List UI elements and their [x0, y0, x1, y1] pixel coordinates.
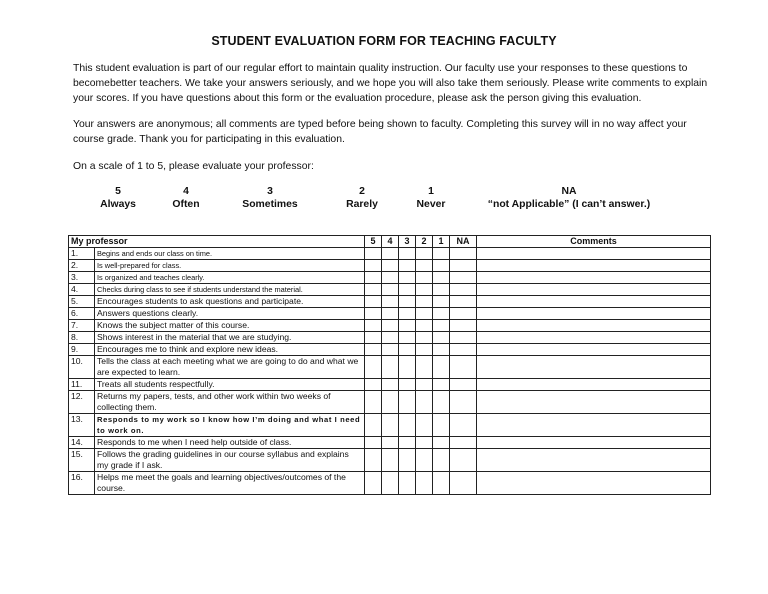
score-cell-na[interactable]: [450, 320, 477, 332]
header-my-professor: My professor: [69, 236, 365, 248]
item-number: 6.: [69, 308, 95, 320]
scale-item-1: [417, 185, 446, 211]
score-cell-na[interactable]: [450, 472, 477, 495]
scale-value: 4: [183, 186, 189, 197]
score-cell-5[interactable]: [365, 391, 382, 414]
score-cell-na[interactable]: [450, 332, 477, 344]
score-cell-1[interactable]: [433, 320, 450, 332]
item-statement: Is organized and teaches clearly.: [95, 272, 365, 284]
item-number: 4.: [69, 284, 95, 296]
item-statement: Begins and ends our class on time.: [95, 248, 365, 260]
score-cell-na[interactable]: [450, 437, 477, 449]
header-score-4: 4: [382, 236, 399, 248]
score-cell-2[interactable]: [416, 296, 433, 308]
score-cell-5[interactable]: [365, 449, 382, 472]
score-cell-5[interactable]: [365, 472, 382, 495]
item-number: 3.: [69, 272, 95, 284]
score-cell-5[interactable]: [365, 284, 382, 296]
score-cell-3[interactable]: [399, 320, 416, 332]
score-cell-4[interactable]: [382, 272, 399, 284]
score-cell-1[interactable]: [433, 356, 450, 379]
score-cell-5[interactable]: [365, 344, 382, 356]
score-cell-3[interactable]: [399, 437, 416, 449]
scale-label: Often: [172, 199, 200, 210]
score-cell-2[interactable]: [416, 272, 433, 284]
scale-label: Rarely: [346, 199, 378, 210]
score-cell-5[interactable]: [365, 308, 382, 320]
item-statement: Answers questions clearly.: [95, 308, 365, 320]
table-row: [69, 472, 711, 495]
item-statement: Encourages me to think and explore new ideas.: [95, 344, 365, 356]
header-score-na: NA: [450, 236, 477, 248]
score-cell-5[interactable]: [365, 248, 382, 260]
score-cell-4[interactable]: [382, 449, 399, 472]
comment-cell[interactable]: [477, 449, 711, 472]
form-title: STUDENT EVALUATION FORM FOR TEACHING FACULTY: [211, 34, 557, 48]
item-number: 9.: [69, 344, 95, 356]
scale-item-na: [488, 185, 650, 211]
score-cell-4[interactable]: [382, 320, 399, 332]
score-cell-na[interactable]: [450, 308, 477, 320]
table-row: [69, 437, 711, 449]
table-row: [69, 344, 711, 356]
score-cell-3[interactable]: [399, 472, 416, 495]
score-cell-5[interactable]: [365, 320, 382, 332]
score-cell-5[interactable]: [365, 379, 382, 391]
scale-value: 3: [267, 186, 273, 197]
table-row: [69, 414, 711, 437]
score-cell-2[interactable]: [416, 449, 433, 472]
item-number: 5.: [69, 296, 95, 308]
score-cell-3[interactable]: [399, 449, 416, 472]
score-cell-1[interactable]: [433, 379, 450, 391]
score-cell-4[interactable]: [382, 308, 399, 320]
table-row: [69, 272, 711, 284]
score-cell-2[interactable]: [416, 437, 433, 449]
scale-label: Sometimes: [242, 199, 298, 210]
scale-item-3: [242, 185, 297, 211]
item-statement: Returns my papers, tests, and other work within two weeks of collecting them.: [95, 391, 365, 414]
score-cell-1[interactable]: [433, 344, 450, 356]
table-header-row: [69, 236, 711, 248]
item-statement: Responds to me when I need help outside of class.: [95, 437, 365, 449]
item-number: 1.: [69, 248, 95, 260]
score-cell-na[interactable]: [450, 391, 477, 414]
table-row: [69, 391, 711, 414]
item-statement: Shows interest in the material that we are studying.: [95, 332, 365, 344]
table-row: [69, 449, 711, 472]
table-row: [69, 284, 711, 296]
item-statement: Tells the class at each meeting what we are going to do and what we are expected to learn.: [95, 356, 365, 379]
score-cell-2[interactable]: [416, 379, 433, 391]
scale-item-4: [172, 185, 199, 211]
score-cell-2[interactable]: [416, 320, 433, 332]
comment-cell[interactable]: [477, 356, 711, 379]
score-cell-3[interactable]: [399, 248, 416, 260]
item-number: 11.: [69, 379, 95, 391]
score-cell-1[interactable]: [433, 308, 450, 320]
header-comments: Comments: [477, 236, 711, 248]
table-row: [69, 296, 711, 308]
scale-item-2: [346, 185, 378, 211]
comment-cell[interactable]: [477, 260, 711, 272]
comment-cell[interactable]: [477, 308, 711, 320]
score-cell-4[interactable]: [382, 344, 399, 356]
comment-cell[interactable]: [477, 332, 711, 344]
item-statement: Knows the subject matter of this course.: [95, 320, 365, 332]
score-cell-2[interactable]: [416, 308, 433, 320]
item-statement: Is well-prepared for class.: [95, 260, 365, 272]
item-number: 12.: [69, 391, 95, 414]
item-statement: Checks during class to see if students understand the material.: [95, 284, 365, 296]
items-body: [69, 248, 711, 495]
comment-cell[interactable]: [477, 414, 711, 437]
score-cell-1[interactable]: [433, 296, 450, 308]
score-cell-3[interactable]: [399, 332, 416, 344]
comment-cell[interactable]: [477, 320, 711, 332]
score-cell-2[interactable]: [416, 332, 433, 344]
comment-cell[interactable]: [477, 344, 711, 356]
item-statement: Helps me meet the goals and learning objectives/outcomes of the course.: [95, 472, 365, 495]
score-cell-5[interactable]: [365, 332, 382, 344]
header-score-2: 2: [416, 236, 433, 248]
score-cell-2[interactable]: [416, 356, 433, 379]
header-score-5: 5: [365, 236, 382, 248]
score-cell-1[interactable]: [433, 437, 450, 449]
anonymity-paragraph: Your answers are anonymous; all comments are typed before being shown to faculty. Completing this survey will in no way affect your course grade. Thank you for participating in this evaluation.: [73, 119, 687, 145]
score-cell-na[interactable]: [450, 248, 477, 260]
score-cell-4[interactable]: [382, 332, 399, 344]
scale-label: Never: [416, 199, 446, 210]
comment-cell[interactable]: [477, 472, 711, 495]
table-row: [69, 248, 711, 260]
scale-value: 5: [115, 186, 121, 197]
score-cell-3[interactable]: [399, 414, 416, 437]
item-number: 8.: [69, 332, 95, 344]
table-row: [69, 320, 711, 332]
score-cell-3[interactable]: [399, 284, 416, 296]
item-statement: Follows the grading guidelines in our course syllabus and explains my grade if I ask.: [95, 449, 365, 472]
comment-cell[interactable]: [477, 284, 711, 296]
score-cell-5[interactable]: [365, 296, 382, 308]
score-cell-na[interactable]: [450, 379, 477, 391]
score-cell-3[interactable]: [399, 296, 416, 308]
item-number: 2.: [69, 260, 95, 272]
score-cell-3[interactable]: [399, 379, 416, 391]
score-cell-na[interactable]: [450, 449, 477, 472]
score-cell-1[interactable]: [433, 284, 450, 296]
score-cell-4[interactable]: [382, 284, 399, 296]
table-row: [69, 379, 711, 391]
score-cell-5[interactable]: [365, 272, 382, 284]
score-cell-3[interactable]: [399, 308, 416, 320]
score-cell-2[interactable]: [416, 391, 433, 414]
score-cell-5[interactable]: [365, 437, 382, 449]
scale-label: Always: [100, 199, 136, 210]
scale-value: 2: [359, 186, 365, 197]
score-cell-4[interactable]: [382, 437, 399, 449]
score-cell-1[interactable]: [433, 449, 450, 472]
score-cell-4[interactable]: [382, 356, 399, 379]
comment-cell[interactable]: [477, 391, 711, 414]
score-cell-2[interactable]: [416, 472, 433, 495]
score-cell-1[interactable]: [433, 332, 450, 344]
table-row: [69, 356, 711, 379]
score-cell-3[interactable]: [399, 260, 416, 272]
score-cell-na[interactable]: [450, 344, 477, 356]
item-number: 15.: [69, 449, 95, 472]
item-number: 13.: [69, 414, 95, 437]
comment-cell[interactable]: [477, 437, 711, 449]
score-cell-na[interactable]: [450, 296, 477, 308]
score-cell-1[interactable]: [433, 472, 450, 495]
score-cell-5[interactable]: [365, 414, 382, 437]
score-cell-4[interactable]: [382, 414, 399, 437]
comment-cell[interactable]: [477, 248, 711, 260]
score-cell-4[interactable]: [382, 379, 399, 391]
evaluation-table: [68, 235, 711, 495]
score-cell-2[interactable]: [416, 414, 433, 437]
score-cell-3[interactable]: [399, 391, 416, 414]
score-cell-1[interactable]: [433, 414, 450, 437]
item-statement: Encourages students to ask questions and participate.: [95, 296, 365, 308]
table-row: [69, 308, 711, 320]
score-cell-3[interactable]: [399, 272, 416, 284]
scale-prompt: On a scale of 1 to 5, please evaluate your professor:: [73, 161, 314, 172]
header-score-3: 3: [399, 236, 416, 248]
score-cell-1[interactable]: [433, 391, 450, 414]
comment-cell[interactable]: [477, 272, 711, 284]
score-cell-4[interactable]: [382, 248, 399, 260]
score-cell-5[interactable]: [365, 260, 382, 272]
scale-value: 1: [428, 186, 434, 197]
item-statement: Responds to my work so I know how I’m doing and what I need to work on.: [95, 414, 365, 437]
score-cell-na[interactable]: [450, 414, 477, 437]
score-cell-5[interactable]: [365, 356, 382, 379]
score-cell-na[interactable]: [450, 284, 477, 296]
comment-cell[interactable]: [477, 379, 711, 391]
table-row: [69, 260, 711, 272]
scale-value: NA: [561, 186, 577, 197]
score-cell-4[interactable]: [382, 260, 399, 272]
score-cell-3[interactable]: [399, 356, 416, 379]
scale-label: “not Applicable” (I can’t answer.): [487, 199, 651, 210]
scale-item-5: [100, 185, 136, 211]
score-cell-na[interactable]: [450, 260, 477, 272]
score-cell-4[interactable]: [382, 472, 399, 495]
score-cell-3[interactable]: [399, 344, 416, 356]
score-cell-2[interactable]: [416, 344, 433, 356]
score-cell-1[interactable]: [433, 248, 450, 260]
score-cell-2[interactable]: [416, 284, 433, 296]
score-cell-4[interactable]: [382, 391, 399, 414]
score-cell-2[interactable]: [416, 248, 433, 260]
score-cell-na[interactable]: [450, 272, 477, 284]
score-cell-1[interactable]: [433, 260, 450, 272]
score-cell-na[interactable]: [450, 356, 477, 379]
item-number: 14.: [69, 437, 95, 449]
intro-paragraph: This student evaluation is part of our regular effort to maintain quality instruction. Our faculty use your responses to these questions to becomebetter teachers. We take your answers seriously, and we hope you will also take them seriously. Please write comments to explain your scores. If you have questions about this form or the evaluation procedure, please ask the person giving this evaluation.: [73, 63, 708, 104]
score-cell-4[interactable]: [382, 296, 399, 308]
item-number: 10.: [69, 356, 95, 379]
header-score-1: 1: [433, 236, 450, 248]
item-number: 16.: [69, 472, 95, 495]
score-cell-1[interactable]: [433, 272, 450, 284]
item-statement: Treats all students respectfully.: [95, 379, 365, 391]
comment-cell[interactable]: [477, 296, 711, 308]
item-number: 7.: [69, 320, 95, 332]
score-cell-2[interactable]: [416, 260, 433, 272]
table-row: [69, 332, 711, 344]
